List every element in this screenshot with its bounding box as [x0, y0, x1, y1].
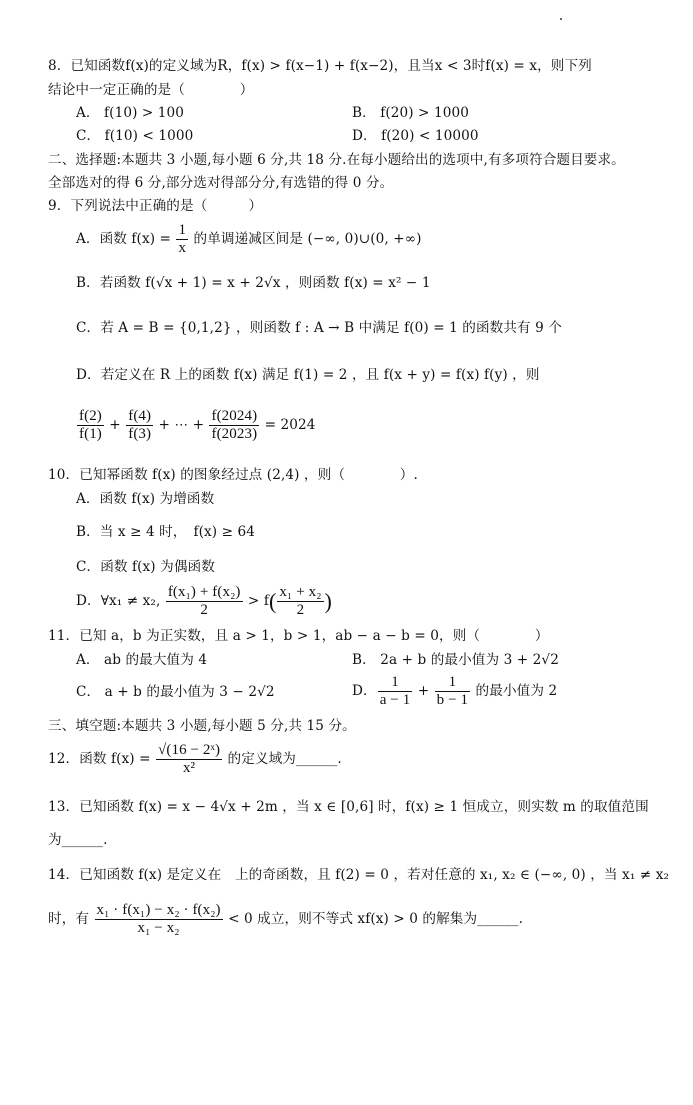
q10-option-b: B．当 x ≥ 4 时， f(x) ≥ 64 — [76, 524, 255, 540]
q9-d-f2-den: f(3) — [128, 426, 152, 442]
q9-a-denominator: x — [178, 240, 187, 256]
q14-denominator: x₁ − x₂ — [137, 920, 180, 936]
q10-d-fraction-left — [166, 584, 243, 619]
q11-d-n2: 1 — [435, 674, 470, 692]
q12-suffix: 的定义域为______. — [223, 751, 342, 767]
section3-header: 三、填空题:本题共 3 小题,每小题 5 分,共 15 分。 — [48, 718, 356, 734]
q12-line — [48, 742, 342, 777]
q13-line2: 为______. — [48, 832, 108, 848]
q10-d-right-paren: ) — [324, 588, 332, 614]
q8-stem-line1: 8．已知函数f(x)的定义域为R，f(x) > f(x−1) + f(x−2)，且当x < 3时f(x) = x，则下列 — [48, 58, 592, 74]
q10-d-gt-f: > f — [243, 593, 269, 609]
q9-option-b: B．若函数 f(√x + 1) = x + 2√x ，则函数 f(x) = x² − 1 — [76, 275, 431, 291]
q14-prefix: 时，有 — [48, 911, 94, 927]
section2-header-line2: 全部选对的得 6 分,部分选对得部分分,有选错的得 0 分。 — [48, 175, 394, 191]
q11-d-n1: 1 — [378, 674, 413, 692]
q9-d-f2-num: f(4) — [128, 408, 152, 424]
q10-d-fraction-right — [277, 584, 323, 619]
q12-fraction — [156, 742, 222, 777]
q11-d-suffix: 的最小值为 2 — [471, 683, 558, 699]
section2-header-line1: 二、选择题:本题共 3 小题,每小题 6 分,共 18 分.在每小题给出的选项中,有多项符合题目要求。 — [48, 152, 625, 168]
q9-d-fraction-3 — [209, 408, 259, 443]
q10-d-num2: x₁ + x₂ — [279, 584, 322, 600]
q9-d-f1-num: f(2) — [79, 408, 102, 424]
q12-prefix: 12．函数 f(x) = — [48, 751, 156, 767]
q9-d-f1-den: f(1) — [79, 426, 102, 442]
q14-line2 — [48, 902, 523, 937]
q11-option-b: B． 2a + b 的最小值为 3 + 2√2 — [352, 652, 559, 668]
q9-d-f3-den: f(2023) — [211, 426, 258, 442]
q10-option-c: C．函数 f(x) 为偶函数 — [76, 559, 215, 575]
q10-option-d — [76, 584, 332, 619]
q11-d-prefix: D． — [352, 683, 377, 699]
q10-d-den: 2 — [200, 602, 208, 618]
q11-d-fraction-1 — [378, 674, 413, 709]
q11-d-d1: a − 1 — [379, 692, 411, 708]
q9-d-equation: $\frac{f(2)}{f(1)}$ + $\frac{f(4)}{f(3)}$ + ⋯ + $\frac{f(2024)}{f(2023)}$ = 2024 — [79, 408, 316, 442]
q11-option-d — [352, 674, 557, 709]
q9-d-ellipsis: + ⋯ + — [154, 417, 209, 433]
q10-stem: 10．已知幂函数 f(x) 的图象经过点 (2,4) ，则（ ）. — [48, 467, 418, 483]
q8-option-b: B． f(20) > 1000 — [352, 105, 469, 121]
scan-dot — [560, 18, 562, 20]
q8-stem-line2: 结论中一定正确的是（ ） — [48, 82, 254, 98]
q10-d-prefix: D．∀x₁ ≠ x₂, — [76, 593, 165, 609]
q10-option-a: A．函数 f(x) 为增函数 — [76, 491, 215, 507]
q11-d-d2: b − 1 — [436, 692, 469, 708]
q9-d-fraction-2 — [126, 408, 153, 443]
q9-stem: 9．下列说法中正确的是（ ） — [48, 198, 263, 214]
q9-d-f3-num: f(2024) — [211, 408, 258, 424]
q9-a-suffix: 的单调递减区间是 (−∞, 0)∪(0, +∞) — [189, 231, 422, 247]
q8-option-d: D． f(20) < 10000 — [352, 128, 479, 144]
q11-option-a: A． ab 的最大值为 4 — [76, 652, 208, 668]
q9-d-fraction-1 — [77, 408, 104, 443]
q9-a-fraction — [176, 222, 188, 257]
q9-option-d: D．若定义在 R 上的函数 f(x) 满足 f(1) = 2 ，且 f(x + y) = f(x) f(y) ，则 — [76, 367, 540, 383]
q13-line1: 13．已知函数 f(x) = x − 4√x + 2m ，当 x ∈ [0,6] 时，f(x) ≥ 1 恒成立，则实数 m 的取值范围 — [48, 799, 649, 815]
q9-d-result: = 2024 — [260, 417, 316, 433]
q14-fraction — [95, 902, 223, 937]
q12-numerator: √(16 − 2ˣ) — [158, 742, 221, 758]
q8-option-c: C． f(10) < 1000 — [76, 128, 194, 144]
q11-stem: 11．已知 a，b 为正实数，且 a > 1，b > 1，ab − a − b = 0，则（ ） — [48, 628, 549, 644]
q9-a-numerator: 1 — [178, 222, 187, 238]
q8-option-a: A． f(10) > 100 — [76, 105, 185, 121]
q12-denominator: x² — [182, 760, 196, 776]
q10-d-num: f(x₁) + f(x₂) — [167, 584, 241, 600]
q10-d-den2: 2 — [296, 602, 305, 618]
q9-a-prefix: A．函数 f(x) = — [76, 231, 176, 247]
q14-line1: 14．已知函数 f(x) 是定义在 上的奇函数，且 f(2) = 0 ，若对任意的 x₁, x₂ ∈ (−∞, 0) ，当 x₁ ≠ x₂ — [48, 867, 670, 883]
q14-suffix: < 0 成立，则不等式 xf(x) > 0 的解集为______. — [223, 911, 523, 927]
q9-option-a — [76, 222, 422, 257]
q11-d-fraction-2 — [435, 674, 470, 709]
q11-d-plus: + — [413, 683, 434, 699]
q14-numerator: x₁ · f(x₁) − x₂ · f(x₂) — [96, 902, 221, 918]
q9-option-c: C．若 A = B = {0,1,2} ，则函数 f : A → B 中满足 f(0) = 1 的函数共有 9 个 — [76, 320, 563, 336]
q11-option-c: C． a + b 的最小值为 3 − 2√2 — [76, 684, 275, 700]
q10-d-left-paren: ( — [268, 588, 277, 614]
